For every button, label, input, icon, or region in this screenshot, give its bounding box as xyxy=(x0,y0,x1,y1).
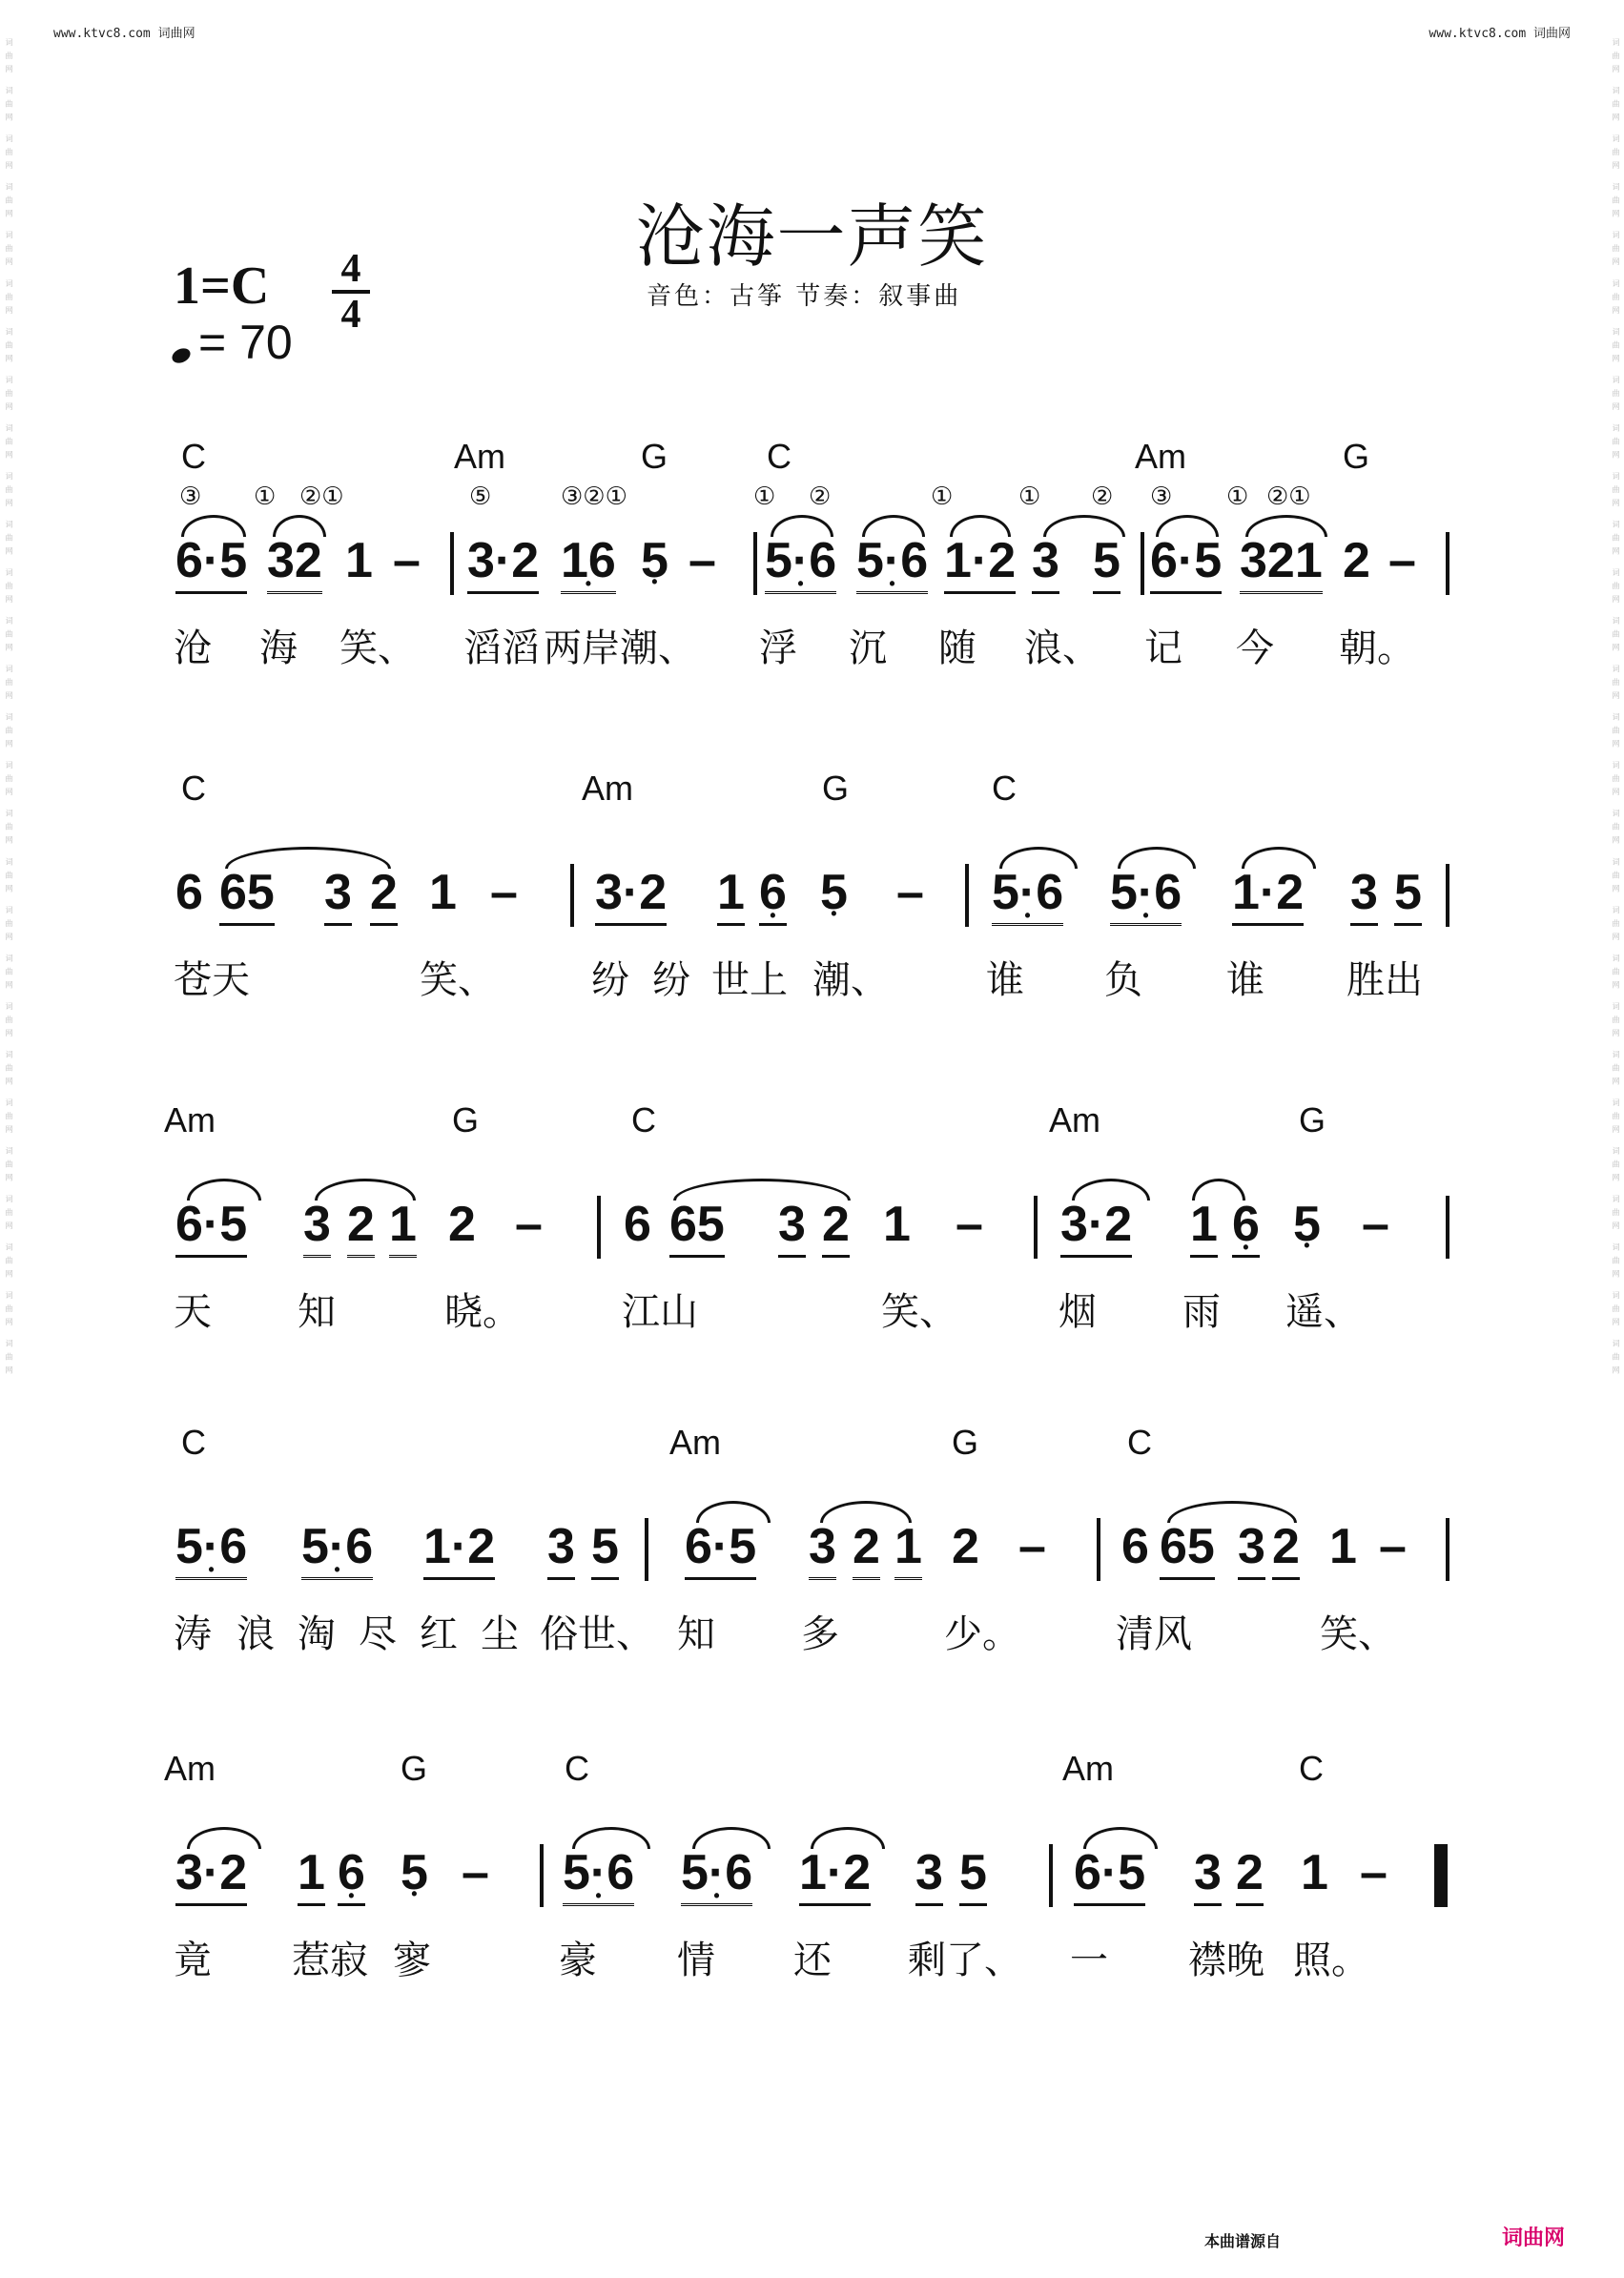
page-title: 沧海一声笑 xyxy=(635,196,989,277)
bar-line xyxy=(1049,1844,1053,1907)
fingering: ② xyxy=(809,482,832,511)
lyric: 笑、 xyxy=(881,1290,957,1334)
note: 3·2 xyxy=(1060,1196,1132,1258)
note: 3·2 xyxy=(595,864,667,926)
lyric: 涛 xyxy=(174,1612,212,1656)
lyric: 谁 xyxy=(1226,958,1264,1002)
lyric: 俗世、 xyxy=(540,1612,654,1656)
chord: Am xyxy=(1135,437,1186,476)
score-row-3 xyxy=(0,1100,1624,1334)
lyric: 遥、 xyxy=(1285,1290,1362,1334)
note: 6 • xyxy=(759,864,787,926)
lyric: 竟 xyxy=(174,1939,212,1982)
note: 1 xyxy=(1190,1196,1218,1258)
bar-line xyxy=(540,1844,544,1907)
lyric: 笑、 xyxy=(420,958,496,1002)
note: 1 xyxy=(1329,1519,1357,1574)
bar-line xyxy=(1446,1196,1449,1259)
lyric: 谁 xyxy=(986,958,1024,1002)
fingering: ① xyxy=(753,482,776,511)
note: – xyxy=(1360,1845,1388,1900)
lyric: 照。 xyxy=(1293,1939,1369,1982)
note: 3 xyxy=(303,1196,331,1258)
bar-line xyxy=(1446,1518,1449,1581)
chord: Am xyxy=(582,769,633,808)
note: 6 • xyxy=(338,1844,365,1906)
note: 5·6 • xyxy=(1110,864,1182,926)
chord-line xyxy=(0,1749,1624,1796)
chord: Am xyxy=(164,1749,216,1788)
bar-line xyxy=(645,1518,648,1581)
note: – xyxy=(1018,1519,1046,1574)
note: – xyxy=(1362,1197,1389,1252)
chord: C xyxy=(181,1423,206,1462)
note: 16 • xyxy=(561,532,616,594)
note: 3 xyxy=(809,1518,836,1580)
lyric: 清风 xyxy=(1116,1612,1192,1656)
lyric: 剩了、 xyxy=(908,1939,1022,1982)
bar-line xyxy=(753,532,757,595)
footer-source-text: 本曲谱源自 xyxy=(1203,2232,1281,2250)
chord: C xyxy=(565,1749,589,1788)
lyric: 胜出 xyxy=(1346,958,1423,1002)
bar-line xyxy=(1141,532,1144,595)
lyric: 苍天 xyxy=(174,958,250,1002)
note: – xyxy=(1379,1519,1407,1574)
note: 3·2 xyxy=(467,532,539,594)
bar-line xyxy=(1446,532,1449,595)
lyric: 知 xyxy=(298,1290,336,1334)
note-line xyxy=(0,1196,1624,1262)
chord: C xyxy=(631,1100,656,1139)
note: – xyxy=(896,865,924,920)
note: 1 xyxy=(1301,1845,1328,1900)
fingering: ① xyxy=(931,482,954,511)
note: 2 xyxy=(347,1196,375,1258)
note: 5 • xyxy=(1293,1196,1321,1253)
chord: C xyxy=(992,769,1017,808)
bar-line xyxy=(450,532,454,595)
note: – xyxy=(956,1197,983,1252)
chord: C xyxy=(181,437,206,476)
quarter-note-icon xyxy=(170,345,193,365)
lyric: 潮、 xyxy=(812,958,889,1002)
note: 6·5 xyxy=(175,1196,247,1258)
note: 3 xyxy=(547,1518,575,1580)
note: – xyxy=(1388,533,1416,588)
lyric: 笑、 xyxy=(1320,1612,1396,1656)
note: 1·2 xyxy=(1232,864,1304,926)
lyric: 江山 xyxy=(622,1290,698,1334)
fingering: ① xyxy=(1226,482,1249,511)
note: 1 xyxy=(298,1844,325,1906)
chord-line xyxy=(0,437,1624,484)
lyric: 雨 xyxy=(1182,1290,1221,1334)
chord: C xyxy=(1127,1423,1152,1462)
note: 5 • xyxy=(820,864,848,921)
note: 1 xyxy=(883,1197,911,1252)
note: 5 xyxy=(591,1518,619,1580)
lyric: 寥 xyxy=(393,1939,431,1982)
lyric: 尽 xyxy=(359,1612,397,1656)
lyric: 沧 xyxy=(174,626,212,670)
note: 5·6 • xyxy=(563,1844,634,1906)
lyric: 朝。 xyxy=(1339,626,1415,670)
note: 2 xyxy=(853,1518,880,1580)
note: 5·6 • xyxy=(681,1844,752,1906)
note: 6·5 xyxy=(1074,1844,1145,1906)
lyric: 纷 xyxy=(591,958,629,1002)
bar-line xyxy=(597,1196,601,1259)
lyric: 记 xyxy=(1144,626,1182,670)
chord: G xyxy=(952,1423,979,1462)
time-signature-bottom: 4 xyxy=(340,293,361,337)
lyric: 今 xyxy=(1236,626,1274,670)
key-signature: 1=C xyxy=(174,257,270,316)
chord: Am xyxy=(1049,1100,1100,1139)
lyric: 浮 xyxy=(759,626,797,670)
chord: C xyxy=(181,769,206,808)
score-row-5 xyxy=(0,1749,1624,1982)
note: 6·5 xyxy=(175,532,247,594)
lyric: 笑、 xyxy=(339,626,416,670)
note-line xyxy=(0,1844,1624,1911)
fingering: ③ xyxy=(179,482,202,511)
final-bar-line xyxy=(1434,1844,1448,1907)
note: 1·2 xyxy=(944,532,1016,594)
note: 5·6 • xyxy=(992,864,1063,926)
note: 5·6 • xyxy=(765,532,836,594)
fingering: ③②① xyxy=(561,482,627,511)
chord: G xyxy=(452,1100,480,1139)
chord: G xyxy=(1343,437,1370,476)
note: 5·6 • xyxy=(301,1518,373,1580)
side-strip-left: 词曲网 词曲网 词曲网 词曲网 词曲网 词曲网 词曲网 词曲网 词曲网 词曲网 词曲网 词曲网 词曲网 词曲网 词曲网 词曲网 词曲网 词曲网 词曲网 词曲网 词曲网 词曲网 词曲网 词曲网 词曲网 词曲网 词曲网 词曲网 xyxy=(5,38,13,1380)
note: 3 xyxy=(1194,1844,1222,1906)
fingering: ② xyxy=(1091,482,1114,511)
chord: G xyxy=(401,1749,428,1788)
lyric-line xyxy=(0,618,1624,670)
note: 32 xyxy=(267,532,322,594)
lyric: 豪 xyxy=(559,1939,597,1982)
note: 3 xyxy=(915,1844,943,1906)
note: – xyxy=(462,1845,489,1900)
note: 3 xyxy=(1238,1518,1265,1580)
note: 1 xyxy=(389,1196,417,1258)
note: – xyxy=(689,533,716,588)
note: 3 xyxy=(1350,864,1378,926)
tempo-value: = 70 xyxy=(198,316,293,369)
lyric: 红 xyxy=(420,1612,458,1656)
note: 5·6 • xyxy=(175,1518,247,1580)
chord-line xyxy=(0,769,1624,816)
note-line xyxy=(0,1518,1624,1585)
note: 5 xyxy=(959,1844,987,1906)
lyric: 纷 xyxy=(652,958,690,1002)
note: – xyxy=(393,533,421,588)
chord: Am xyxy=(454,437,505,476)
score-row-4 xyxy=(0,1423,1624,1656)
fingering: ① xyxy=(254,482,277,511)
lyric: 烟 xyxy=(1059,1290,1097,1334)
lyric: 惹寂 xyxy=(292,1939,368,1982)
note: 6·5 xyxy=(685,1518,756,1580)
chord: Am xyxy=(669,1423,721,1462)
lyric: 一 xyxy=(1070,1939,1108,1982)
fingering: ① xyxy=(1018,482,1041,511)
tempo-marking xyxy=(172,315,293,370)
chord-line xyxy=(0,1100,1624,1148)
lyric: 浪、 xyxy=(1024,626,1100,670)
note: 3 xyxy=(778,1196,806,1258)
note: 2 xyxy=(370,864,398,926)
bar-line xyxy=(1097,1518,1100,1581)
note: 3 xyxy=(1032,532,1059,594)
chord: C xyxy=(767,437,791,476)
lyric: 晓。 xyxy=(444,1290,521,1334)
note-line xyxy=(0,532,1624,599)
chord: G xyxy=(641,437,668,476)
time-signature xyxy=(332,247,370,337)
note: 2 xyxy=(952,1519,979,1574)
note: 5 xyxy=(1394,864,1422,926)
note-line xyxy=(0,864,1624,931)
fingering-line xyxy=(0,482,1624,517)
lyric-line xyxy=(0,1282,1624,1334)
score-row-2 xyxy=(0,769,1624,1002)
fingering: ②① xyxy=(1266,482,1311,511)
chord-line xyxy=(0,1423,1624,1470)
note: 1 xyxy=(429,865,457,920)
fingering: ②① xyxy=(299,482,344,511)
fingering: ⑤ xyxy=(469,482,492,511)
note: 6 • xyxy=(1232,1196,1260,1258)
lyric: 还 xyxy=(793,1939,832,1982)
note: 1 xyxy=(717,864,745,926)
note: 1·2 xyxy=(799,1844,871,1906)
watermark-right: www.ktvc8.com 词曲网 xyxy=(1429,27,1571,41)
note: 6 xyxy=(1121,1519,1149,1574)
lyric: 滔滔 xyxy=(463,626,540,670)
note: 6 xyxy=(175,865,203,920)
note: 2 xyxy=(1272,1518,1300,1580)
note: 65 xyxy=(1160,1518,1215,1580)
note: 3 xyxy=(324,864,352,926)
lyric: 知 xyxy=(677,1612,715,1656)
note: 5·6 • xyxy=(856,532,928,594)
watermark-left: www.ktvc8.com 词曲网 xyxy=(53,27,195,41)
lyric: 淘 xyxy=(298,1612,336,1656)
note: 1 xyxy=(894,1518,922,1580)
bar-line xyxy=(570,864,574,927)
note: 1 xyxy=(345,533,373,588)
score-row-1 xyxy=(0,437,1624,670)
note: 65 xyxy=(669,1196,725,1258)
chord: Am xyxy=(1062,1749,1114,1788)
note: 5 • xyxy=(641,532,668,589)
note: 2 xyxy=(448,1197,476,1252)
note: 2 xyxy=(1236,1844,1264,1906)
note: 6 xyxy=(624,1197,651,1252)
lyric: 浪 xyxy=(236,1612,275,1656)
bar-line xyxy=(965,864,969,927)
lyric: 海 xyxy=(259,626,298,670)
note: 5 • xyxy=(401,1844,428,1901)
chord: C xyxy=(1299,1749,1324,1788)
lyric: 两岸潮、 xyxy=(544,626,696,670)
note: 321 xyxy=(1240,532,1323,594)
side-strip-right: 词曲网 词曲网 词曲网 词曲网 词曲网 词曲网 词曲网 词曲网 词曲网 词曲网 词曲网 词曲网 词曲网 词曲网 词曲网 词曲网 词曲网 词曲网 词曲网 词曲网 词曲网 词曲网 词曲网 词曲网 词曲网 词曲网 词曲网 词曲网 xyxy=(1612,38,1620,1380)
note: – xyxy=(490,865,518,920)
note: 2 xyxy=(822,1196,850,1258)
note: 2 xyxy=(1343,533,1370,588)
lyric: 少。 xyxy=(944,1612,1020,1656)
subtitle: 音色：古筝 节奏：叙事曲 xyxy=(647,282,962,311)
lyric-line xyxy=(0,950,1624,1002)
lyric: 世上 xyxy=(711,958,788,1002)
lyric: 天 xyxy=(174,1290,212,1334)
fingering: ③ xyxy=(1150,482,1173,511)
lyric: 尘 xyxy=(481,1612,519,1656)
lyric: 多 xyxy=(801,1612,839,1656)
time-signature-top: 4 xyxy=(340,247,361,291)
note: 65 xyxy=(219,864,275,926)
lyric: 负 xyxy=(1104,958,1142,1002)
note: – xyxy=(515,1197,543,1252)
note: 3·2 xyxy=(175,1844,247,1906)
lyric-line xyxy=(0,1930,1624,1982)
lyric: 情 xyxy=(677,1939,715,1982)
chord: G xyxy=(1299,1100,1326,1139)
lyric: 沉 xyxy=(849,626,887,670)
lyric-line xyxy=(0,1604,1624,1656)
note: 5 xyxy=(1093,532,1120,594)
lyric: 随 xyxy=(938,626,976,670)
lyric: 襟晚 xyxy=(1188,1939,1264,1982)
note: 6·5 xyxy=(1150,532,1222,594)
bar-line xyxy=(1034,1196,1038,1259)
bar-line xyxy=(1446,864,1449,927)
footer-logo: 词曲网 xyxy=(1501,2227,1565,2250)
chord: G xyxy=(822,769,850,808)
chord: Am xyxy=(164,1100,216,1139)
note: 1·2 xyxy=(423,1518,495,1580)
